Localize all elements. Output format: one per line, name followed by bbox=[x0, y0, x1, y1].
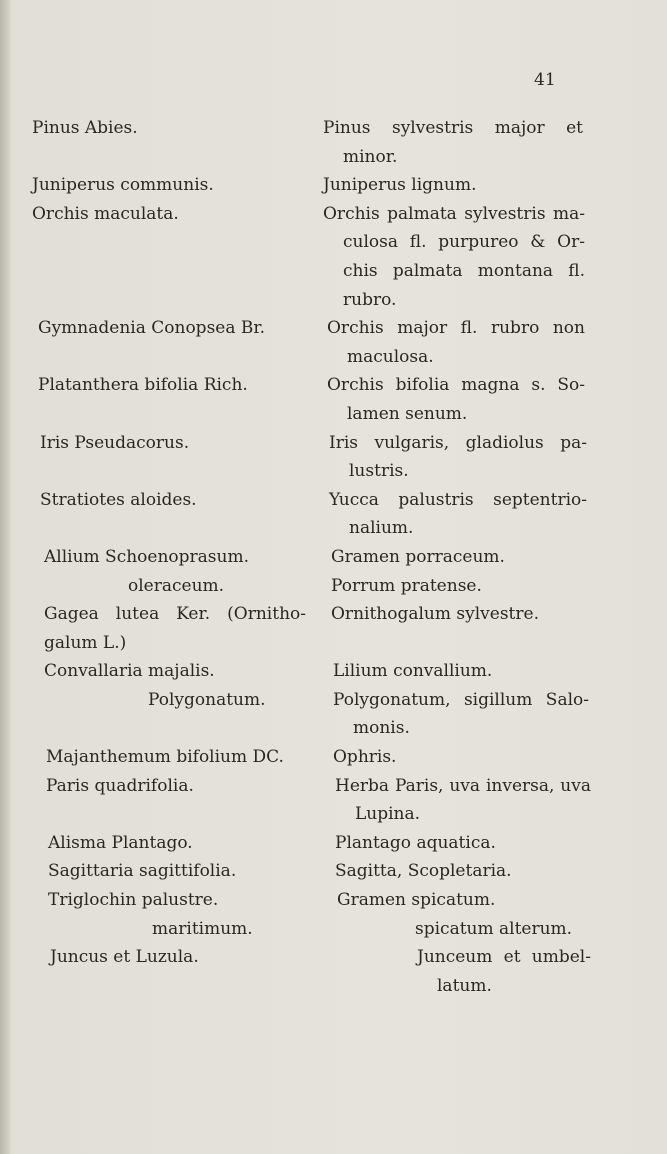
entry-left: oleraceum. bbox=[128, 575, 225, 596]
entry-left: Iris Pseudacorus. bbox=[40, 432, 190, 453]
entry-right: Ophris. bbox=[333, 747, 397, 768]
entry-right: rubro. bbox=[343, 289, 397, 310]
entry-left: Juncus et Luzula. bbox=[50, 947, 199, 968]
entry-right: Gramen spicatum. bbox=[337, 890, 496, 911]
entry-right: chis palmata montana fl. bbox=[343, 260, 585, 281]
entry-left: Juniperus communis. bbox=[32, 175, 214, 196]
entry-right: minor. bbox=[343, 146, 398, 167]
entry-right: Plantago aquatica. bbox=[335, 832, 496, 853]
entry-left: Sagittaria sagittifolia. bbox=[48, 861, 237, 882]
entry-right: Herba Paris, uva inversa, uva bbox=[335, 775, 591, 796]
entry-right: Pinus sylvestris major et bbox=[323, 118, 583, 138]
entry-left: Alisma Plantago. bbox=[48, 832, 193, 853]
entry-left: Allium Schoenoprasum. bbox=[44, 546, 249, 567]
page-spine-shadow bbox=[0, 0, 10, 1154]
entry-right: Polygonatum, sigillum Salo- bbox=[333, 689, 589, 710]
entry-right: nalium. bbox=[349, 518, 414, 539]
entry-left: galum L.) bbox=[44, 632, 127, 653]
entry-left: Convallaria majalis. bbox=[44, 661, 215, 682]
entry-left: maritimum. bbox=[152, 918, 253, 939]
entry-right: Ornithogalum sylvestre. bbox=[331, 604, 539, 625]
entry-right: maculosa. bbox=[347, 346, 434, 367]
right-column-old-names bbox=[323, 114, 591, 1000]
entry-left: Polygonatum. bbox=[148, 689, 266, 710]
entry-right: monis. bbox=[353, 718, 410, 739]
page-number: 41 bbox=[534, 70, 556, 90]
entry-right: Orchis palmata sylvestris ma- bbox=[323, 203, 585, 224]
entry-right: Lupina. bbox=[355, 804, 421, 825]
entry-left: Majanthemum bifolium DC. bbox=[46, 747, 284, 768]
entry-right: Lilium convallium. bbox=[333, 661, 493, 682]
entry-left: Orchis maculata. bbox=[32, 203, 179, 224]
entry-right: spicatum alterum. bbox=[415, 918, 573, 939]
entry-right: Sagitta, Scopletaria. bbox=[335, 861, 512, 882]
entry-right: culosa fl. purpureo & Or- bbox=[343, 232, 585, 253]
entry-right: Yucca palustris septentrio- bbox=[329, 489, 587, 510]
entry-left: Stratiotes aloides. bbox=[40, 489, 197, 510]
entry-left: Platanthera bifolia Rich. bbox=[38, 375, 248, 396]
entry-right: Orchis major fl. rubro non bbox=[327, 318, 585, 339]
entry-right: latum. bbox=[437, 975, 492, 996]
entry-left: Gagea lutea Ker. (Ornitho- bbox=[44, 604, 306, 625]
entry-right: Gramen porraceum. bbox=[331, 546, 505, 567]
entry-right: lustris. bbox=[349, 461, 409, 482]
entry-right: Orchis bifolia magna s. So- bbox=[327, 375, 585, 396]
left-column-linnean-names bbox=[32, 114, 306, 972]
entry-right: Junceum et umbel- bbox=[417, 947, 591, 968]
entry-left: Triglochin palustre. bbox=[48, 890, 219, 911]
entry-right: Iris vulgaris, gladiolus pa- bbox=[329, 432, 587, 453]
entry-left: Gymnadenia Conopsea Br. bbox=[38, 318, 266, 339]
entry-left: Pinus Abies. bbox=[32, 118, 138, 138]
entry-left: Paris quadrifolia. bbox=[46, 775, 194, 796]
entry-right: Porrum pratense. bbox=[331, 575, 482, 596]
entry-right: lamen senum. bbox=[347, 403, 468, 424]
entry-right: Juniperus lignum. bbox=[323, 175, 477, 196]
